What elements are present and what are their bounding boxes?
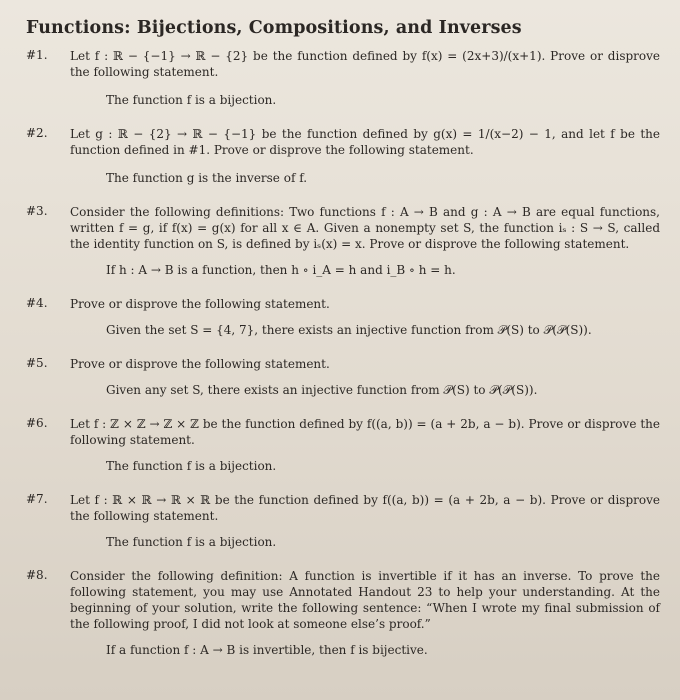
problem-text: Let g : ℝ − {2} → ℝ − {−1} be the function defined by g(x) = 1/(x−2) − 1, and let f be the function defined in #1. Prove or disprove the following statement. [70,127,660,157]
problem-statement: The function f is a bijection. [106,459,277,473]
problem-statement: Given any set S, there exists an injective function from 𝒫(S) to 𝒫(𝒫(S)). [106,383,538,397]
problem-number: #7. [26,492,48,506]
problem-2 [26,126,660,186]
problem-number: #5. [26,356,48,370]
problem-statement: The function f is a bijection. [106,535,277,549]
problem-text: Let f : ℝ − {−1} → ℝ − {2} be the function defined by f(x) = (2x+3)/(x+1). Prove or disprove the following statement. [70,49,660,79]
problem-statement: If a function f : A → B is invertible, then f is bijective. [106,643,428,657]
problem-number: #8. [26,568,48,582]
problem-text: Consider the following definitions: Two functions f : A → B and g : A → B are equal functions, written f = g, if f(x) = g(x) for all x ∈ A. Given a nonempty set S, the function iₛ : S → S, called the identity function on S, is defined by iₛ(x) = x. Prove or disprove the following statement. [70,205,660,251]
problem-7 [26,492,660,550]
problem-number: #6. [26,416,48,430]
problem-statement: Given the set S = {4, 7}, there exists an injective function from 𝒫(S) to 𝒫(𝒫(S)). [106,323,592,337]
problem-text: Consider the following definition: A function is invertible if it has an inverse. To prove the following statement, you may use Annotated Handout 23 to help your understanding. At the beginning of your solution, write the following sentence: “When I wrote my final submission of the following proof, I did not look at someone else’s proof.” [70,569,660,631]
problem-4 [26,296,660,338]
problem-6 [26,416,660,474]
problem-text: Prove or disprove the following statement. [70,357,330,371]
problem-number: #1. [26,48,48,62]
problem-number: #3. [26,204,48,218]
problem-text: Let f : ℝ × ℝ → ℝ × ℝ be the function defined by f((a, b)) = (a + 2b, a − b). Prove or disprove the following statement. [70,493,660,523]
problem-statement: The function f is a bijection. [106,93,277,107]
problem-number: #2. [26,126,48,140]
problem-8 [26,568,660,658]
problem-text: Let f : ℤ × ℤ → ℤ × ℤ be the function defined by f((a, b)) = (a + 2b, a − b). Prove or disprove the following statement. [70,417,660,447]
problem-5 [26,356,660,398]
problem-1 [26,48,660,108]
problem-statement: The function g is the inverse of f. [106,171,308,185]
problem-3 [26,204,660,278]
problem-number: #4. [26,296,48,310]
problem-statement: If h : A → B is a function, then h ∘ i_A = h and i_B ∘ h = h. [106,263,456,277]
problem-text: Prove or disprove the following statement. [70,297,330,311]
page-title: Functions: Bijections, Compositions, and Inverses [26,18,522,38]
